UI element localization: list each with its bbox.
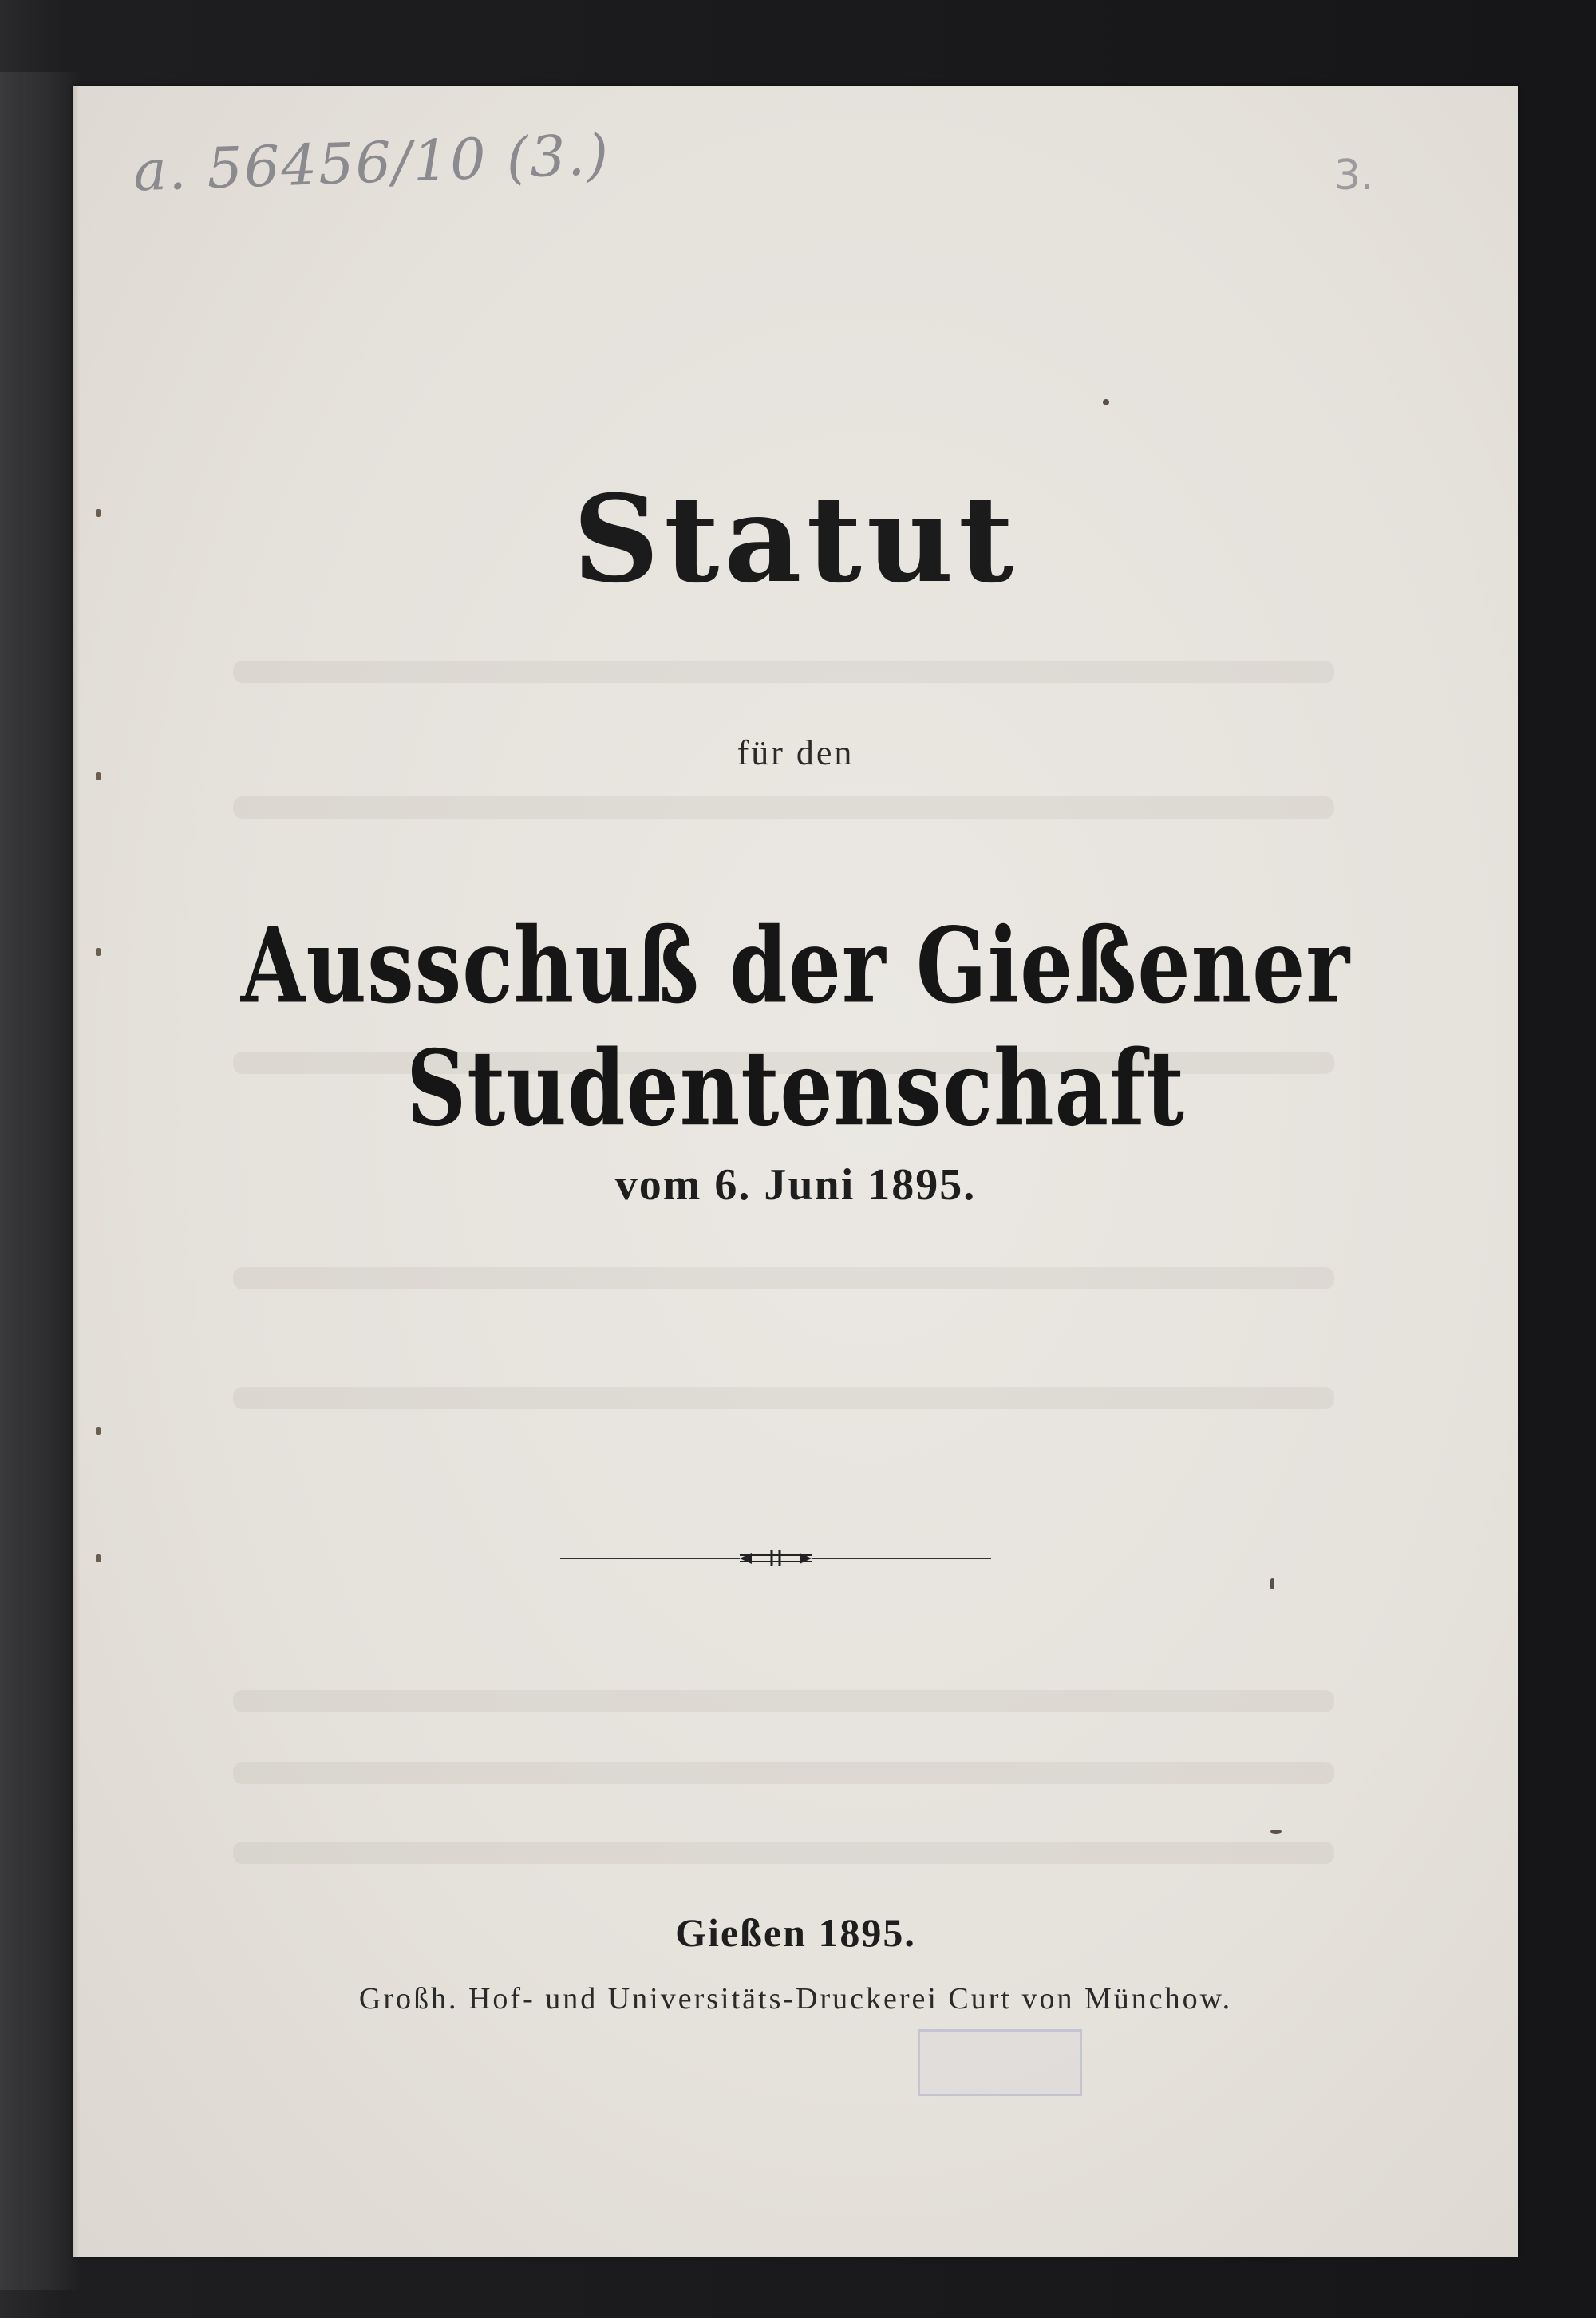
title-page bbox=[73, 86, 1518, 2257]
show-through-line bbox=[233, 1842, 1334, 1864]
binding-stitch bbox=[96, 1427, 101, 1435]
date-line: vom 6. Juni 1895. bbox=[614, 1160, 977, 1210]
handwritten-page-number: 3. bbox=[1334, 152, 1374, 199]
binding-stitch bbox=[96, 772, 101, 780]
imprint-place-year: Gießen 1895. bbox=[675, 1910, 916, 1955]
subtitle-preposition: für den bbox=[737, 733, 855, 772]
subtitle-main: Ausschuß der Gießener Studentenschaft bbox=[240, 904, 1351, 1150]
imprint-printer: Großh. Hof- und Universitäts-Druckerei Curt von Münchow. bbox=[358, 1982, 1233, 2016]
paper-speck bbox=[1103, 399, 1109, 405]
ornamental-divider bbox=[560, 1546, 991, 1570]
show-through-line bbox=[233, 1387, 1334, 1409]
show-through-line bbox=[233, 661, 1334, 683]
paper-speck bbox=[1270, 1830, 1282, 1834]
book-spine bbox=[0, 72, 80, 2290]
faded-library-stamp bbox=[918, 2029, 1082, 2096]
document-title: Statut bbox=[572, 469, 1019, 610]
handwritten-shelfmark: a. 56456/10 (3.) bbox=[132, 121, 611, 204]
binding-stitch bbox=[96, 1554, 101, 1562]
paper-speck bbox=[1270, 1578, 1274, 1589]
show-through-line bbox=[233, 1690, 1334, 1712]
show-through-line bbox=[233, 1267, 1334, 1289]
show-through-line bbox=[233, 1762, 1334, 1784]
show-through-line bbox=[233, 796, 1334, 819]
